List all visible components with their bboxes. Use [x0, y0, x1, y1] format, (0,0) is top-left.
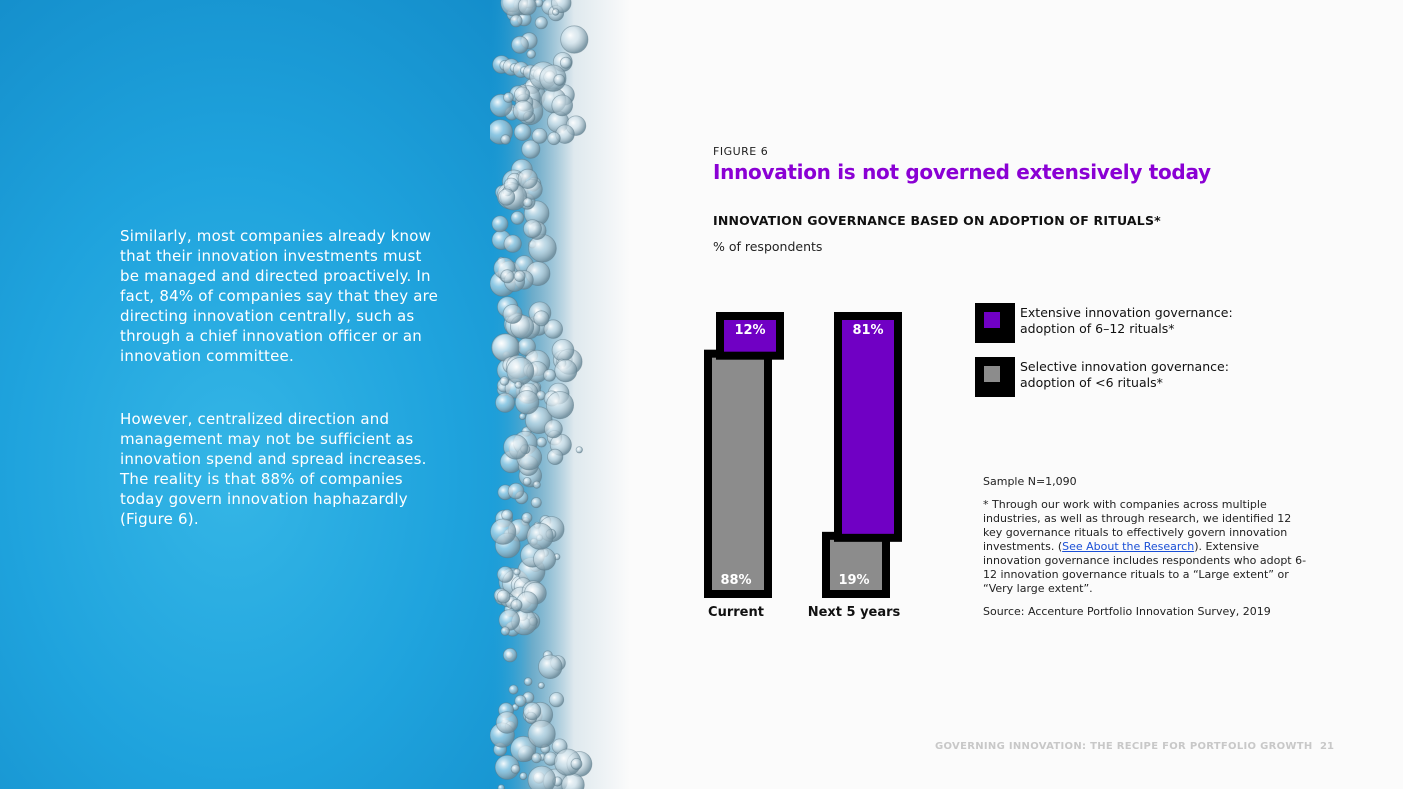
data-label-extensive-0: 12% [734, 323, 766, 338]
footer-title: GOVERNING INNOVATION: THE RECIPE FOR PORTFOLIO GROWTH [935, 741, 1313, 752]
page-number: 21 [1320, 741, 1334, 752]
stacked-bar-chart [690, 290, 930, 630]
data-label-selective-0: 88% [720, 573, 752, 588]
figure-title: Innovation is not governed extensively today [713, 160, 1211, 184]
legend-label-selective: Selective innovation governance: adoption of <6 rituals* [1020, 359, 1229, 390]
source-note: Source: Accenture Portfolio Innovation Survey, 2019 [983, 605, 1271, 618]
x-tick-label-next-5-years: Next 5 years [807, 605, 901, 620]
figure-label: FIGURE 6 [713, 145, 769, 158]
footnote-text-end: ). Extensive innovation governance includes respondents who adopt 6-12 innovation governance rituals to a “Large extent” or “Very large extent”. [983, 540, 1307, 595]
legend-label-extensive: Extensive innovation governance: adoption of 6–12 rituals* [1020, 305, 1233, 336]
legend-item-extensive [975, 303, 1275, 343]
data-label-selective-1: 19% [838, 573, 870, 588]
footnote-text-start: * Through our work with companies across multiple industries, as well as through research, we identified 12 key governance rituals to effectively govern innovation investments. ( [983, 498, 1292, 553]
chart-title: INNOVATION GOVERNANCE BASED ON ADOPTION OF RITUALS* [713, 213, 1161, 228]
bar-selective-current [712, 358, 764, 590]
body-paragraph-2: However, centralized direction and management may not be sufficient as innovation spend and spread increases. The reality is that 88% of companies today govern innovation haphazardly (Figure 6). [120, 410, 427, 528]
sample-note: Sample N=1,090 [983, 475, 1077, 488]
x-tick-label-current: Current [708, 605, 764, 620]
legend-item-selective [975, 357, 1275, 397]
legend-swatch-extensive [975, 303, 1015, 343]
chart-unit: % of respondents [713, 239, 823, 254]
bubble-image [490, 0, 630, 789]
data-label-extensive-1: 81% [852, 323, 884, 338]
about-research-link[interactable]: See About the Research [1062, 540, 1195, 553]
bar-extensive-next-5-years [842, 320, 894, 534]
body-paragraph-1: Similarly, most companies already know that their innovation investments must be managed and directed proactively. In fact, 84% of companies say that they are directing innovation centrally, such as through a chief innovation officer or an innovation committee. [120, 227, 439, 365]
footnote [983, 498, 1313, 596]
legend-swatch-selective [975, 357, 1015, 397]
